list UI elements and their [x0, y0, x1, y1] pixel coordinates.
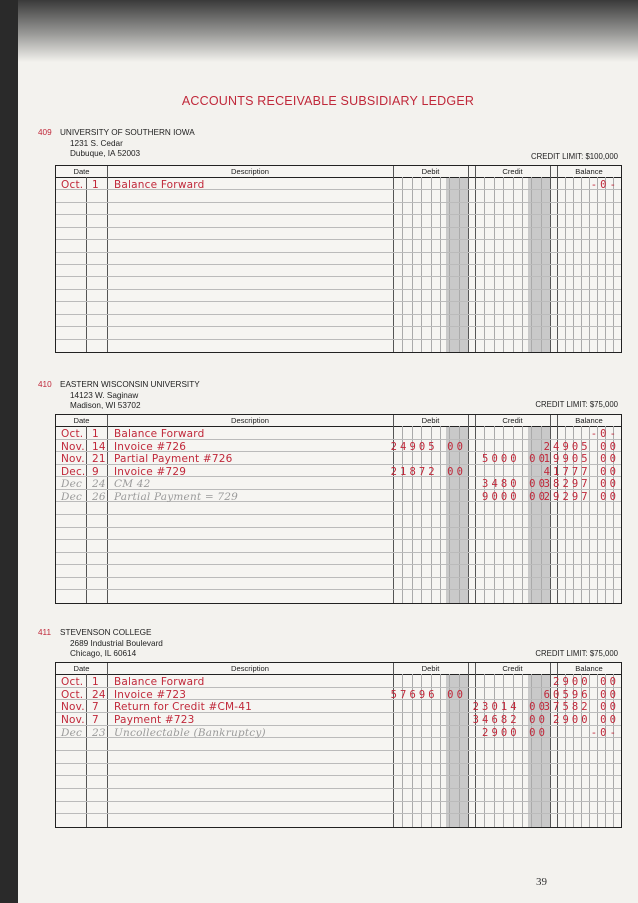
row-divider — [56, 539, 621, 540]
row-divider — [56, 214, 621, 215]
row-divider — [56, 564, 621, 565]
ledger-entry-row — [56, 676, 621, 689]
column-divider — [393, 166, 394, 352]
ledger-entry-row — [56, 179, 621, 192]
entry-credit: 9000 00 — [482, 490, 548, 503]
row-divider — [56, 514, 621, 515]
ledger-entry-row — [56, 428, 621, 441]
account-name: EASTERN WISCONSIN UNIVERSITY — [60, 380, 200, 389]
ledger-table — [55, 165, 622, 353]
entry-description: CM 42 — [114, 478, 151, 491]
header-date: Date — [73, 167, 90, 176]
entry-description: Uncollectable (Bankruptcy) — [114, 726, 266, 739]
account-city: Dubuque, IA 52003 — [70, 149, 141, 158]
entry-month: Oct. — [61, 179, 84, 191]
entry-description: Partial Payment #726 — [114, 453, 233, 466]
entry-credit: 3480 00 — [482, 478, 548, 491]
header-date: Date — [73, 664, 90, 673]
entry-month: Dec — [61, 726, 83, 739]
account-number: 409 — [38, 128, 52, 137]
entry-day: 14 — [92, 440, 106, 453]
ledger-entry-row — [56, 491, 621, 504]
entry-debit: 21872 00 — [390, 465, 466, 478]
row-divider — [56, 763, 621, 764]
entry-balance: 29297 00 — [543, 490, 619, 503]
ledger-entry-row — [56, 727, 621, 740]
ledger-table — [55, 414, 622, 604]
row-divider — [56, 202, 621, 203]
row-divider — [56, 276, 621, 277]
entry-description: Return for Credit #CM-41 — [114, 701, 253, 714]
header-balance: Balance — [575, 167, 603, 176]
entry-description: Invoice #729 — [114, 465, 187, 478]
header-credit: Credit — [502, 664, 523, 673]
entry-balance: 24905 00 — [543, 440, 619, 453]
row-divider — [56, 527, 621, 528]
workbook-page — [18, 0, 638, 903]
entry-description: Balance Forward — [114, 676, 205, 688]
row-divider — [56, 227, 621, 228]
ledger-entry-row — [56, 701, 621, 714]
entry-month: Oct. — [61, 428, 84, 440]
scan-shadow — [18, 0, 638, 62]
header-balance: Balance — [575, 416, 603, 425]
entry-month: Oct. — [61, 688, 84, 701]
entry-day: 7 — [92, 714, 99, 726]
entry-day: 1 — [92, 179, 99, 191]
account-street: 14123 W. Saginaw — [70, 390, 139, 400]
account-city: Madison, WI 53702 — [70, 401, 141, 410]
entry-month: Dec — [61, 490, 83, 503]
column-headers — [56, 663, 621, 675]
entry-balance: 38297 00 — [543, 478, 619, 491]
account-name: UNIVERSITY OF SOUTHERN IOWA — [60, 128, 195, 137]
entry-credit: 2900 00 — [482, 726, 548, 739]
entry-month: Nov. — [61, 701, 85, 714]
column-divider — [468, 166, 469, 352]
entry-month: Dec — [61, 478, 83, 491]
ledger-entry-row — [56, 714, 621, 727]
entry-debit: 57696 00 — [390, 688, 466, 701]
header-credit: Credit — [502, 416, 523, 425]
account-city: Chicago, IL 60614 — [70, 649, 137, 658]
credit-limit: CREDIT LIMIT: $100,000 — [531, 152, 618, 161]
row-divider — [56, 252, 621, 253]
entry-debit: 24905 00 — [390, 440, 466, 453]
ledger-table — [55, 662, 622, 828]
row-divider — [56, 314, 621, 315]
entry-month: Dec. — [61, 465, 86, 478]
account-number: 411 — [38, 628, 52, 637]
entry-balance: 2900 00 — [553, 676, 619, 688]
credit-limit: CREDIT LIMIT: $75,000 — [535, 649, 618, 658]
entry-balance: 19905 00 — [543, 453, 619, 466]
entry-balance: 2900 00 — [553, 714, 619, 726]
account-number: 410 — [38, 380, 52, 389]
header-description: Description — [231, 664, 269, 673]
column-divider — [550, 166, 551, 352]
header-debit: Debit — [421, 416, 440, 425]
entry-description: Invoice #723 — [114, 688, 187, 701]
header-description: Description — [231, 167, 269, 176]
ledger-entry-row — [56, 441, 621, 454]
entry-day: 26 — [92, 490, 106, 503]
account-address — [60, 628, 163, 660]
account-street: 2689 Industrial Boulevard — [70, 638, 163, 648]
row-divider — [56, 301, 621, 302]
credit-limit: CREDIT LIMIT: $75,000 — [535, 400, 618, 409]
account-name: STEVENSON COLLEGE — [60, 628, 152, 637]
row-divider — [56, 239, 621, 240]
row-divider — [56, 552, 621, 553]
entry-day: 21 — [92, 453, 106, 466]
entry-day: 9 — [92, 465, 99, 478]
column-headers — [56, 415, 621, 427]
account-address — [60, 380, 200, 412]
ledger-entry-row — [56, 689, 621, 702]
row-divider — [56, 801, 621, 802]
ledger-entry-row — [56, 453, 621, 466]
page-number: 39 — [536, 876, 547, 888]
row-divider — [56, 326, 621, 327]
entry-month: Oct. — [61, 676, 84, 688]
row-divider — [56, 813, 621, 814]
row-divider — [56, 339, 621, 340]
header-credit: Credit — [502, 167, 523, 176]
header-date: Date — [73, 416, 90, 425]
account-street: 1231 S. Cedar — [70, 138, 123, 148]
column-divider — [107, 166, 108, 352]
header-debit: Debit — [421, 664, 440, 673]
row-divider — [56, 289, 621, 290]
entry-balance: -0- — [590, 179, 619, 191]
row-divider — [56, 264, 621, 265]
entry-month: Nov. — [61, 440, 85, 453]
entry-balance: -0- — [590, 726, 619, 739]
row-divider — [56, 775, 621, 776]
entry-day: 23 — [92, 726, 106, 739]
row-divider — [56, 589, 621, 590]
entry-description: Payment #723 — [114, 714, 195, 726]
ledger-entry-row — [56, 478, 621, 491]
row-divider — [56, 788, 621, 789]
entry-balance: 60596 00 — [543, 688, 619, 701]
entry-day: 7 — [92, 701, 99, 714]
header-debit: Debit — [421, 167, 440, 176]
entry-description: Invoice #726 — [114, 440, 187, 453]
entry-day: 24 — [92, 688, 106, 701]
entry-description: Partial Payment = 729 — [114, 490, 239, 503]
row-divider — [56, 750, 621, 751]
entry-balance: 37582 00 — [543, 701, 619, 714]
ledger-title: ACCOUNTS RECEIVABLE SUBSIDIARY LEDGER — [181, 94, 475, 108]
column-divider — [557, 166, 558, 352]
entry-day: 1 — [92, 428, 99, 440]
column-headers — [56, 166, 621, 178]
entry-credit: 23014 00 — [472, 701, 548, 714]
entry-balance: -0- — [590, 428, 619, 440]
header-description: Description — [231, 416, 269, 425]
entry-day: 24 — [92, 478, 106, 491]
row-divider — [56, 577, 621, 578]
entry-balance: 41777 00 — [543, 465, 619, 478]
column-divider — [475, 166, 476, 352]
header-balance: Balance — [575, 664, 603, 673]
entry-credit: 34682 00 — [472, 714, 548, 726]
entry-month: Nov. — [61, 714, 85, 726]
account-address — [60, 128, 195, 160]
entry-description: Balance Forward — [114, 428, 205, 440]
entry-month: Nov. — [61, 453, 85, 466]
ledger-entry-row — [56, 466, 621, 479]
entry-credit: 5000 00 — [482, 453, 548, 466]
entry-day: 1 — [92, 676, 99, 688]
entry-description: Balance Forward — [114, 179, 205, 191]
